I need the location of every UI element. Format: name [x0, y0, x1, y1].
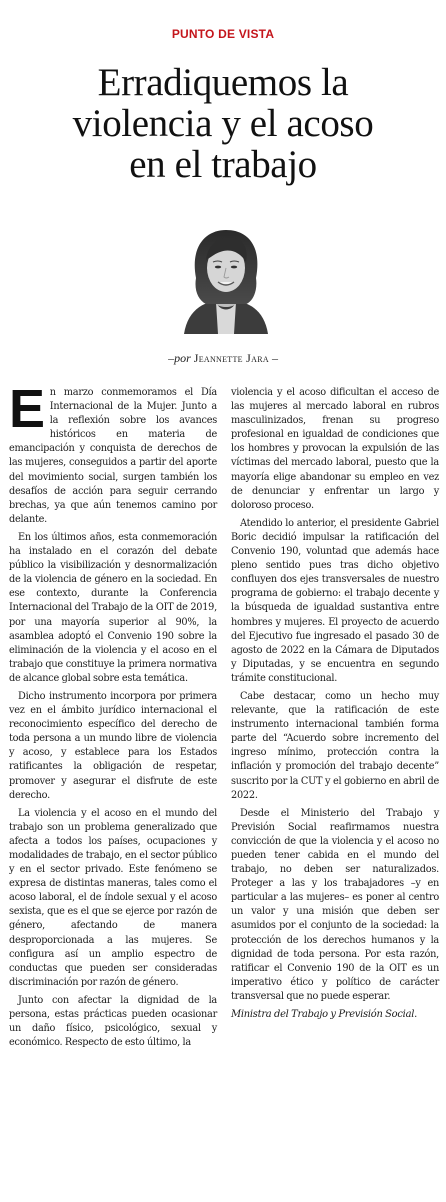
headline-line-3: en el trabajo [129, 143, 317, 186]
article-paragraph: Atendido lo anterior, el presidente Gabriel Boric decidió impulsar la ratificación del Convenio 190, voluntad que además hace pleno sentido pues tras dicho objetivo confluyen dos ejes transversales de nuestro programa de gobierno: el trabajo decente y la búsqueda de igualdad sustantiva entre hombres y mujeres. El proyecto de acuerdo del Ejecutivo fue ingresado el pasado 30 de agosto de 2022 en la Cámara de Diputados y Diputadas, y se encuentra en segundo trámite constitucional. [231, 517, 439, 684]
article-column-right [231, 386, 439, 1027]
article-paragraph: Junto con afectar la dignidad de la persona, estas prácticas pueden ocasionar un daño físico, psicológico, sexual y económico. Respecto de esto último, la [9, 994, 217, 1049]
article-column-left [9, 379, 217, 1054]
byline-suffix: – [271, 351, 278, 365]
article-paragraph: La violencia y el acoso en el mundo del trabajo son un problema generalizado que afecta a todos los países, ocupaciones y modalidades de trabajo, en el sector público y en el sector privado. Este fenómeno se expresa de distintas maneras, tales como el acoso laboral, el de índole sexual y el acoso sexista, que es el que se ejerce por razón de género, afectando de manera desproporcionada a las mujeres. Se configura así un amplio espectro de conductas que pueden ser consideradas discriminación por razón de género. [9, 807, 217, 988]
headline [0, 62, 446, 185]
byline-author: Jeannette Jara [193, 351, 269, 365]
drop-cap: E [9, 379, 45, 439]
byline-prefix: –por [168, 351, 191, 365]
article-paragraph [9, 379, 217, 527]
section-label: PUNTO DE VISTA [171, 27, 275, 41]
headline-line-1: Erradiquemos la [97, 61, 349, 104]
article-paragraph: Dicho instrumento incorpora por primera vez en el ámbito jurídico internacional el reconocimiento específico del derecho de toda persona a un mundo libre de violencia y acoso, y establece para los Estados ratificantes la obligación de respetar, promover y asegurar el disfrute de este derecho. [9, 690, 217, 801]
article-paragraph: En los últimos años, esta conmemoración ha instalado en el corazón del debate público la visibilización y desnormalización de la violencia de género en la sociedad. En ese contexto, durante la Conferencia Internacional del Trabajo de la OIT de 2019, por una mayoría superior al 90%, la asamblea adoptó el Convenio 190 sobre la eliminación de la violencia y el acoso en el trabajo que constituye la primera normativa de alcance global sobre esta temática. [9, 531, 217, 684]
author-portrait [176, 216, 276, 334]
byline [0, 351, 446, 366]
headline-line-2: violencia y el acoso [72, 102, 374, 145]
article-paragraph: Cabe destacar, como un hecho muy relevante, que la ratificación de este instrumento internacional también forma parte del “Acuerdo sobre incremento del ingreso mínimo, protección contra la inflación y promoción del trabajo decente” suscrito por la CUT y el gobierno en abril de 2022. [231, 690, 439, 801]
author-signature: Ministra del Trabajo y Previsión Social. [231, 1009, 418, 1021]
article-paragraph: Desde el Ministerio del Trabajo y Previsión Social reafirmamos nuestra convicción de que la violencia y el acoso no pueden tener cabida en el mundo del trabajo, no deben ser naturalizados. Proteger a las y los trabajadores –y en particular a las mujeres– es poner al centro un valor y una misión que deben ser asumidos por el conjunto de la sociedad: la protección de los derechos humanos y la dignidad de toda persona. Por esta razón, ratificar el Convenio 190 de la OIT es un imperativo ético y político de carácter transversal que no puede esperar. [231, 807, 439, 1002]
article-paragraph: violencia y el acoso dificultan el acceso de las mujeres al mercado laboral en rubros masculinizados, frenan su progreso profesional en igualdad de condiciones que los hombres y provocan la expulsión de las víctimas del mercado laboral, puesto que la mayoría elige abandonar su empleo en vez de denunciar y enfrentar un largo y doloroso proceso. [231, 387, 439, 511]
paragraph-text: n marzo conmemoramos el Día Internacional de la Mujer. Junto a la reflexión sobre los avances históricos en materia de emancipación y conquista de derechos de las mujeres, conseguidos a partir del aporte del movimiento social, surgen también los desafíos de acción para seguir cerrando brechas, ya que aún tenemos camino por delante. [9, 387, 217, 525]
